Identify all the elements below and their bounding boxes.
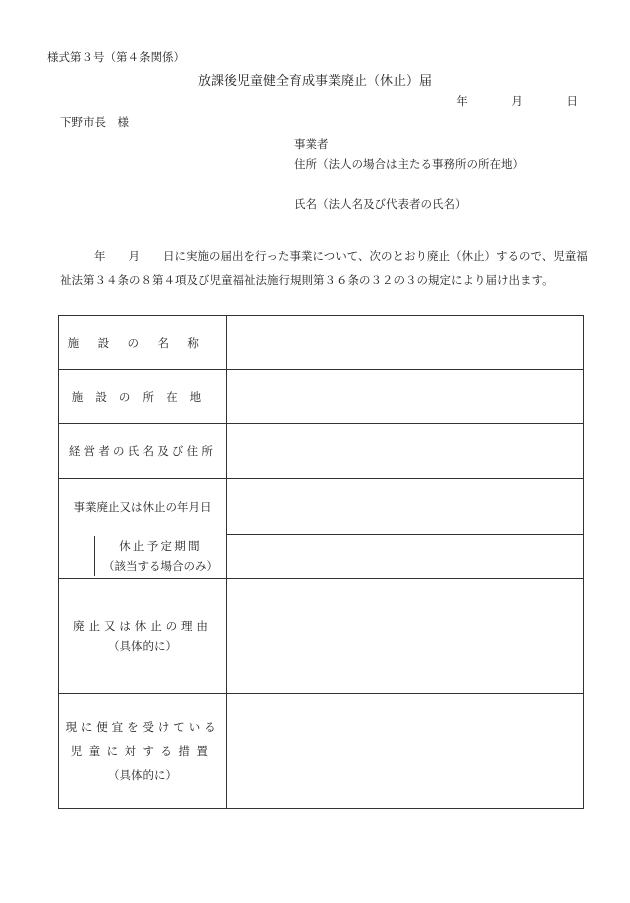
table-row: [59, 579, 584, 694]
notification-form-table: [58, 315, 584, 809]
table-row: [59, 316, 584, 370]
date-day-label: 日: [566, 94, 578, 108]
facility-address-label: 施設の所在地: [59, 370, 227, 424]
closure-date-label: 事業廃止又は休止の年月日: [59, 479, 227, 535]
facility-name-field[interactable]: [227, 316, 584, 370]
addressee: 下野市長 様: [60, 115, 129, 129]
closure-reason-field[interactable]: [227, 579, 584, 694]
table-row: [59, 535, 584, 579]
operator-address-label: 住所（法人の場合は主たる事務所の所在地）: [294, 157, 524, 171]
operator-info-field[interactable]: [227, 424, 584, 479]
operator-name-label: 氏名（法人名及び代表者の氏名）: [294, 197, 467, 211]
date-month-label: 月: [511, 94, 523, 108]
child-measures-note: （具体的に）: [108, 768, 177, 782]
suspension-period-note: （該当する場合のみ）: [103, 559, 218, 574]
child-measures-field[interactable]: [227, 694, 584, 809]
closure-date-field[interactable]: [227, 479, 584, 535]
child-measures-label: 現に便宜を受けている 児童に対する措置 （具体的に）: [59, 694, 227, 809]
facility-address-field[interactable]: [227, 370, 584, 424]
closure-reason-label: 廃止又は休止の理由 （具体的に）: [59, 579, 227, 694]
suspension-period-cell: [59, 535, 227, 579]
date-line: [456, 93, 578, 109]
table-row: [59, 424, 584, 479]
document-title: 放課後児童健全育成事業廃止（休止）届: [197, 74, 432, 89]
operator-label: 事業者: [294, 137, 329, 151]
table-row: [59, 370, 584, 424]
declaration-text: 年 月 日に実施の届出を行った事業について、次のとおり廃止（休止）するので、児童福祉法第３４条の８第４項及び児童福祉法施行規則第３６条の３２の３の規定により届け出ます。: [60, 249, 588, 287]
suspension-period-label: 休止予定期間: [119, 539, 202, 554]
closure-reason-note: （具体的に）: [108, 639, 177, 653]
operator-info-label: 経営者の氏名及び住所: [59, 424, 227, 479]
table-row: [59, 479, 584, 535]
date-year-label: 年: [456, 94, 468, 108]
form-number: 様式第３号（第４条関係）: [47, 50, 185, 64]
facility-name-label: 施設の名称: [59, 316, 227, 370]
suspension-period-field[interactable]: [227, 535, 584, 579]
table-row: [59, 694, 584, 809]
